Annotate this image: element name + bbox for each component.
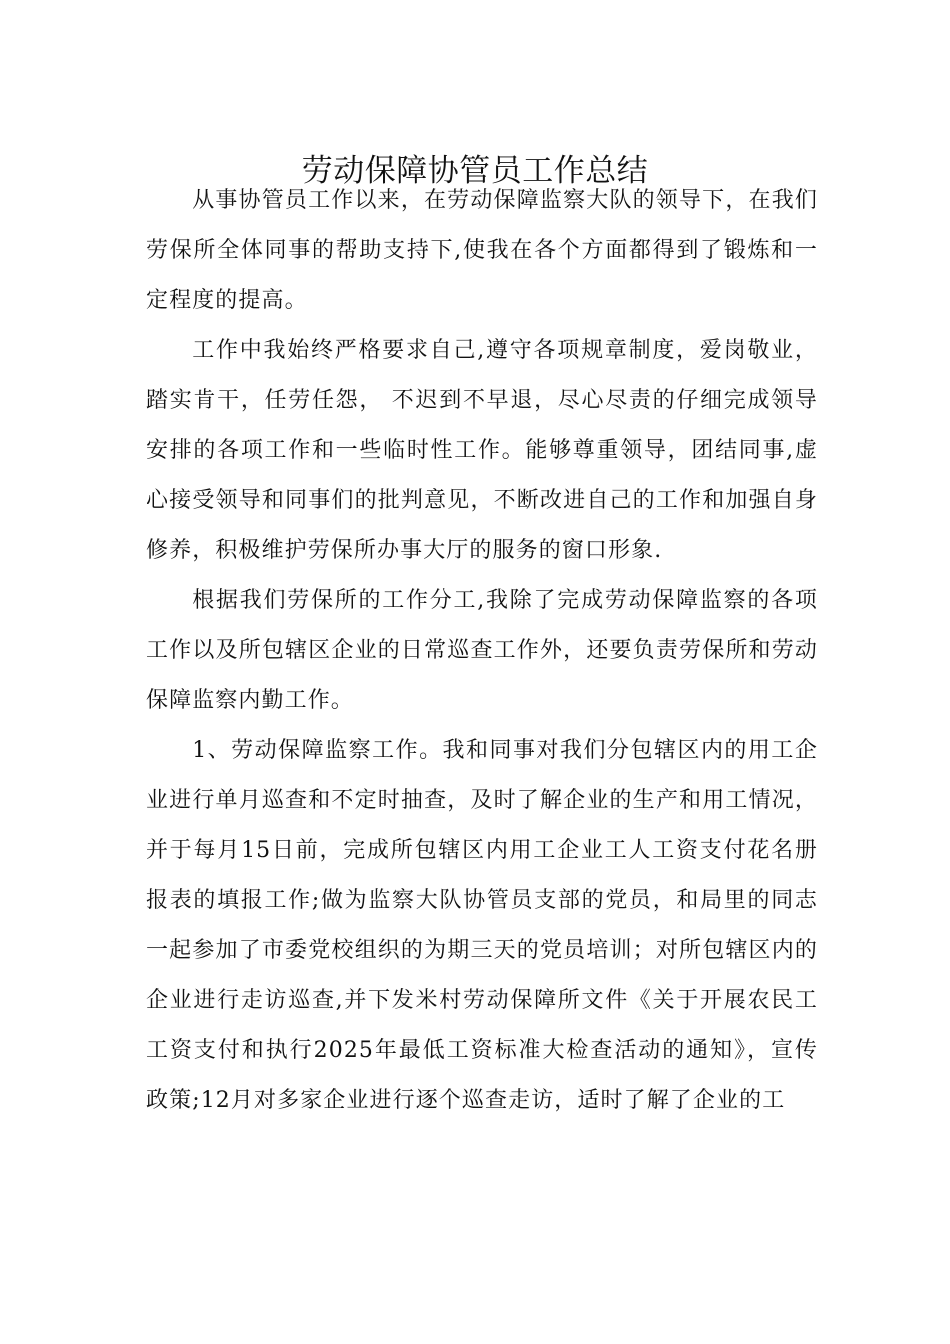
paragraph-intro: 从事协管员工作以来，在劳动保障监察大队的领导下，在我们劳保所全体同事的帮助支持下,使我在各个方面都得到了锻炼和一定程度的提高。 — [146, 188, 818, 313]
document-body — [146, 176, 818, 1126]
paragraph-work-division: 根据我们劳保所的工作分工,我除了完成劳动保障监察的各项工作以及所包辖区企业的日常巡查工作外，还要负责劳保所和劳动保障监察内勤工作。 — [146, 588, 818, 713]
paragraph-labor-supervision: 1、劳动保障监察工作。我和同事对我们分包辖区内的用工企业进行单月巡查和不定时抽查，及时了解企业的生产和用工情况，并于每月15日前，完成所包辖区内用工企业工人工资支付花名册报表的填报工作;做为监察大队协管员支部的党员，和局里的同志一起参加了市委党校组织的为期三天的党员培训；对所包辖区内的企业进行走访巡查,并下发米村劳动保障所文件《关于开展农民工工资支付和执行2025年最低工资标准大检查活动的通知》，宣传政策;12月对多家企业进行逐个巡查走访，适时了解了企业的工 — [146, 738, 818, 1113]
paragraph-work-attitude: 工作中我始终严格要求自己,遵守各项规章制度，爱岗敬业，踏实肯干，任劳任怨， 不迟到不早退，尽心尽责的仔细完成领导安排的各项工作和一些临时性工作。能够尊重领导，团结同事,虚心接受领导和同事们的批判意见，不断改进自己的工作和加强自身修养，积极维护劳保所办事大厅的服务的窗口形象. — [146, 338, 818, 563]
document-title: 劳动保障协管员工作总结 — [301, 152, 649, 189]
